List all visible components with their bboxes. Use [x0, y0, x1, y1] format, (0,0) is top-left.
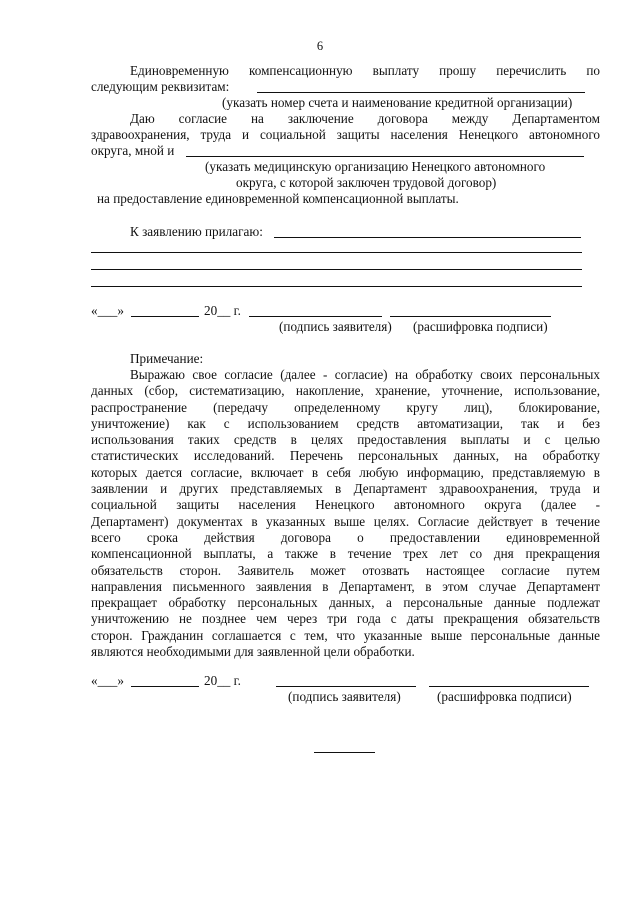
note-paragraph — [91, 367, 600, 660]
payment-hint: (указать номер счета и наименование кредитной организации) — [222, 95, 573, 110]
signature2-decode-blank[interactable] — [429, 686, 589, 687]
note-line: сторон. Гражданин соглашается с тем, что указанные выше персональные данные — [91, 627, 600, 643]
payment-line-2: следующим реквизитам: — [91, 79, 230, 94]
note-line: использования таких средств в целях предоставления выплаты и с целью — [91, 432, 600, 448]
consent-dept-line-4: на предоставление единовременной компенсационной выплаты. — [97, 191, 459, 206]
note-line: социальной защиты населения Ненецкого автономного округа (далее - — [91, 497, 600, 513]
consent-dept-line-3: округа, мной и — [91, 143, 175, 158]
attachments-blank-1[interactable] — [274, 237, 581, 238]
signature2-sign-label: (подпись заявителя) — [288, 689, 401, 704]
attachments-blank-2[interactable] — [91, 252, 582, 253]
consent-dept-hint-1: (указать медицинскую организацию Ненецкого автономного — [205, 159, 546, 174]
signature1-date-open: « — [91, 303, 98, 318]
signature1-month-blank[interactable] — [131, 316, 199, 317]
signature2-sign-blank[interactable] — [276, 686, 416, 687]
signature2-year: 20__ г. — [204, 673, 241, 688]
note-line: направления письменного заявления в Департамент, в этом случае Департамент — [91, 578, 600, 594]
signature1-decode-label: (расшифровка подписи) — [413, 319, 548, 334]
page-number: 6 — [316, 39, 324, 53]
note-line: обязательств сторон. Заявитель может отозвать настоящее согласие путем — [91, 562, 600, 578]
note-line: которых дается согласие, включает в себя любую информацию, представляемую в — [91, 464, 600, 480]
attachments-blank-4[interactable] — [91, 286, 582, 287]
signature2-date — [91, 673, 124, 689]
signature1-sign-blank[interactable] — [249, 316, 382, 317]
note-line: заявлении и других представляемых в Департамент здравоохранения, труда и — [91, 481, 600, 497]
signature2-date-close: » — [117, 673, 124, 688]
medical-organization-blank[interactable] — [186, 156, 584, 157]
signature2-date-open: « — [91, 673, 98, 688]
note-line: Департамент) документах в указанных выше целях. Согласие действует в течение — [91, 513, 600, 529]
signature1-decode-blank[interactable] — [390, 316, 551, 317]
payment-line-1: Единовременную компенсационную выплату прошу перечислить по — [130, 63, 600, 78]
consent-dept-line-2: здравоохранения, труда и социальной защиты населения Ненецкого автономного — [91, 127, 600, 142]
note-line: Выражаю свое согласие (далее - согласие) на обработку своих персональных — [130, 367, 600, 382]
attachments-blank-3[interactable] — [91, 269, 582, 270]
note-line: являются необходимыми для заявленной цели обработки. — [91, 644, 415, 660]
note-line: распространение (передачу определенному кругу лиц), блокирование, — [91, 399, 600, 415]
signature1-day-blank[interactable]: ___ — [97, 303, 118, 318]
consent-dept-hint-2: округа, с которой заключен трудовой договор) — [236, 175, 497, 190]
note-line: уничтожению не позднее чем через три года с даты прекращения обязательств — [91, 611, 600, 627]
note-line: компенсационной выплаты, а также в течение трех лет со дня прекращения — [91, 546, 600, 562]
payment-details-blank[interactable] — [257, 92, 585, 93]
note-line: прекращает обработку персональных данных, а персональные данные подлежат — [91, 595, 600, 611]
signature2-decode-label: (расшифровка подписи) — [437, 689, 572, 704]
signature1-date — [91, 303, 124, 319]
note-line: уничтожение) как с использованием средств автоматизации, так и без — [91, 415, 600, 431]
note-line: данных (сбор, систематизацию, накопление, хранение, уточнение, использование, — [91, 383, 600, 399]
note-line: статистических исследований. Перечень персональных данных, на обработку — [91, 448, 600, 464]
signature1-date-close: » — [117, 303, 124, 318]
signature2-month-blank[interactable] — [131, 686, 199, 687]
note-line: всего срока действия договора о предоставлении единовременной — [91, 529, 600, 545]
attachments-label: К заявлению прилагаю: — [130, 224, 263, 239]
signature1-year: 20__ г. — [204, 303, 241, 318]
consent-dept-line-1: Даю согласие на заключение договора между Департаментом — [130, 111, 600, 126]
end-of-document-rule — [314, 752, 375, 753]
note-title: Примечание: — [130, 351, 204, 366]
signature1-sign-label: (подпись заявителя) — [279, 319, 392, 334]
signature2-day-blank[interactable]: ___ — [97, 673, 118, 688]
